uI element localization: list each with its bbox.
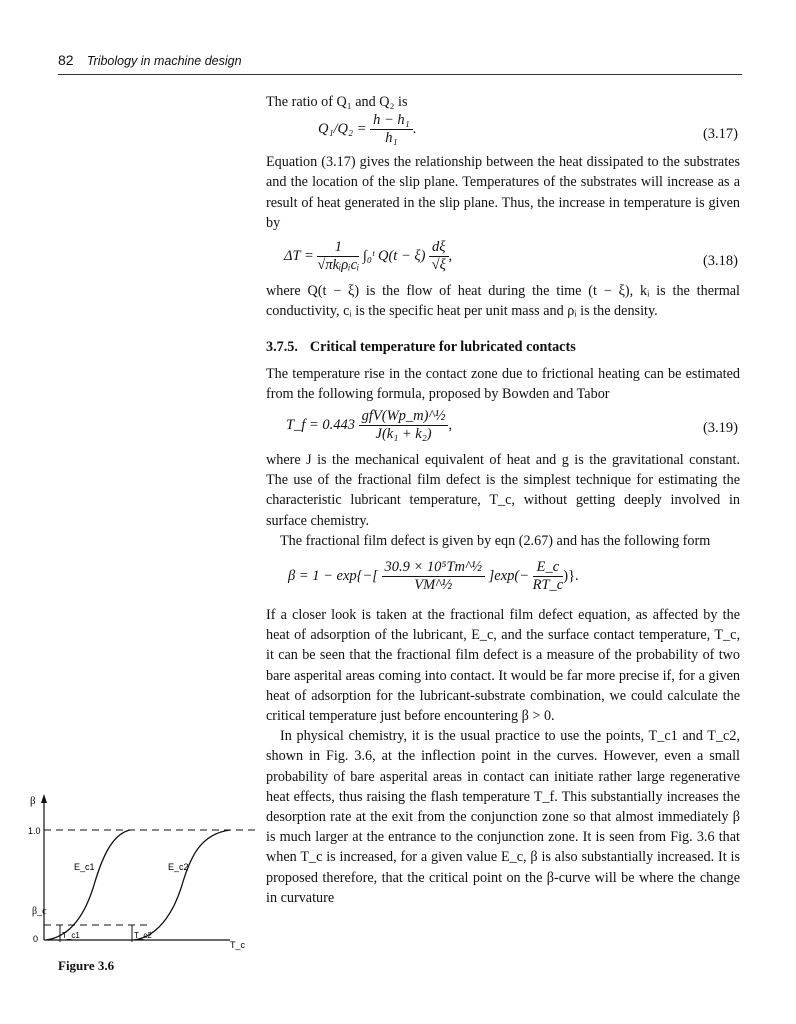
eq319-fraction bbox=[359, 408, 449, 443]
eqbeta-num-2: E_c bbox=[533, 559, 564, 577]
section-number: 3.7.5. bbox=[266, 339, 298, 356]
curve-ec2 bbox=[134, 830, 230, 940]
paragraph-4: where J is the mechanical equivalent of heat and g is the gravitational constant. The use of the fractional film defect is the simplest technique for estimating the characteristic lubricant temperature, T_c, without getting deeply involved in surface chemistry. bbox=[266, 452, 740, 529]
eq317-den: h₁ bbox=[385, 130, 398, 147]
ratio-intro: The ratio of Q₁ and Q₂ is bbox=[266, 94, 408, 110]
eqbeta-tail: )}. bbox=[563, 567, 579, 584]
eq317-lhs: Q₁/Q₂ = bbox=[318, 121, 367, 138]
eqbeta-lhs: β = 1 − exp{−[ bbox=[288, 567, 378, 584]
paragraph-3: The temperature rise in the contact zone due to frictional heating can be estimated from the following formula, proposed by Bowden and Tabor bbox=[266, 365, 740, 402]
eq318-tail: , bbox=[448, 247, 453, 264]
tick-zero-label: 0 bbox=[33, 934, 39, 944]
equation-3-19 bbox=[266, 404, 740, 450]
eq318-num: 1 bbox=[317, 239, 359, 257]
paragraph-7: In physical chemistry, it is the usual practice to use the points, T_c1 and T_c2, shown in Fig. 3.6, at the inflection point in the curves. However, even a small probability of bare asperital areas in contact can initiate rather large regenerative heat effects, thus raising the flash temperature T_f. This substantially increases the desorption rate at the exit from the conjunction zone so that almost immediately β is much larger at the entrance to the conjunction zone. It is seen from Fig. 3.6 that when T_c is increased, for a given value E_c, β is also substantially increased. It is proposed therefore, that the critical point on the β-curve will be where the change in curvature bbox=[266, 728, 740, 906]
eq318-den-2: √ξ bbox=[431, 257, 446, 274]
eq319-number: (3.19) bbox=[702, 420, 738, 437]
eq318-number: (3.18) bbox=[702, 253, 738, 270]
eq317-tail: . bbox=[412, 121, 417, 138]
eqbeta-fraction-2 bbox=[533, 559, 564, 594]
paragraph-1: Equation (3.17) gives the relationship between the heat dissipated to the substrates and the location of the slip plane. Temperatures of the substrates will increase as a result of heat generated in the slip plane. Thus, the increase in temperature is given by bbox=[266, 154, 740, 231]
eqbeta-mid: ]exp(− bbox=[488, 567, 530, 584]
eqbeta-num: 30.9 × 10⁵Tm^½ bbox=[382, 559, 485, 577]
eq317-number: (3.17) bbox=[702, 126, 738, 143]
equation-3-17 bbox=[266, 112, 740, 152]
main-text-column bbox=[266, 92, 740, 908]
eq318-fraction-2 bbox=[429, 239, 448, 274]
eq318-den: √πkᵢρᵢcᵢ bbox=[317, 257, 360, 274]
section-heading bbox=[266, 337, 740, 357]
running-title: Tribology in machine design bbox=[86, 54, 242, 68]
eq318-integral: ∫₀ᵗ Q(t − ξ) bbox=[362, 247, 426, 264]
curve1-label: E_c1 bbox=[74, 862, 95, 872]
eq317-num: h − h₁ bbox=[370, 112, 413, 130]
eqbeta-den-2: RT_c bbox=[532, 577, 564, 594]
eq319-den: J(k₁ + k₂) bbox=[375, 426, 432, 443]
eq319-num: gfV(Wp_m)^½ bbox=[359, 408, 449, 426]
page-header bbox=[58, 52, 740, 69]
paragraph-6: If a closer look is taken at the fractional film defect equation, as affected by the heat of adsorption of the lubricant, E_c, and the surface contact temperature, T_c, it can be seen that the fractional film defect is a measure of the probability of two bare asperital areas coming into contact. It would be far more precise if, for a given heat of adsorption for the lubricant-substrate combination, we could calculate the critical temperature just before encountering β > 0. bbox=[266, 607, 740, 725]
figure-caption: Figure 3.6 bbox=[58, 958, 115, 973]
eqbeta-fraction bbox=[382, 559, 485, 594]
equation-3-18 bbox=[266, 233, 740, 281]
eq319-lhs: T_f = 0.443 bbox=[286, 416, 356, 433]
tick-beta-c-label: β_c bbox=[32, 906, 47, 917]
paragraph-2: where Q(t − ξ) is the flow of heat during the time (t − ξ), kᵢ is the thermal conductivity, cᵢ is the specific heat per unit mass and ρᵢ is the density. bbox=[266, 283, 740, 320]
eq318-num-2: dξ bbox=[429, 239, 448, 257]
tc1-label: T_c1 bbox=[62, 931, 80, 940]
equation-beta bbox=[266, 551, 740, 605]
section-title: Critical temperature for lubricated contacts bbox=[309, 339, 576, 356]
eq317-fraction bbox=[370, 112, 413, 147]
eq319-tail: , bbox=[448, 416, 453, 433]
y-axis-label: β bbox=[30, 795, 36, 807]
y-axis-arrow-icon bbox=[41, 794, 47, 803]
curve-ec1 bbox=[46, 830, 130, 940]
eq318-fraction bbox=[317, 239, 359, 274]
tick-one-label: 1.0 bbox=[28, 826, 41, 836]
paragraph-5: The fractional film defect is given by eqn (2.67) and has the following form bbox=[280, 532, 711, 549]
curve2-label: E_c2 bbox=[168, 862, 189, 872]
eq318-lhs: ΔT = bbox=[284, 247, 314, 264]
eqbeta-den: VM^½ bbox=[414, 577, 453, 594]
page-number: 82 bbox=[58, 52, 74, 68]
tc2-label: T_c2 bbox=[134, 931, 152, 940]
header-rule bbox=[58, 74, 742, 75]
x-axis-label: T_c bbox=[230, 940, 246, 950]
figure-3-6-plot bbox=[30, 790, 262, 950]
